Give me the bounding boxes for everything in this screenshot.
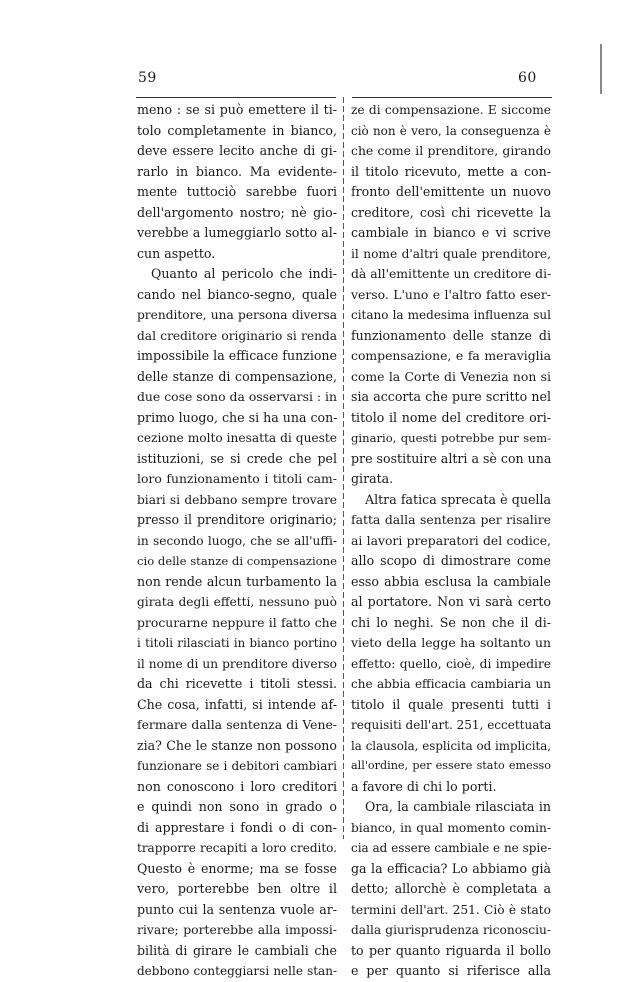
text-line: cun aspetto. <box>137 245 216 261</box>
text-line: vero, porterebbe ben oltre il <box>137 881 337 896</box>
text-line: pre sostituire altri a sè con una <box>351 450 551 466</box>
text-line: vieto della legge ha soltanto un <box>351 635 551 650</box>
page-number-left: 59 <box>138 70 157 86</box>
text-line: cambiale in bianco e vi scrive <box>351 225 551 240</box>
text-line: i titoli rilasciati in bianco portino <box>137 636 337 650</box>
text-line: titolo il nome del creditore ori- <box>351 409 551 425</box>
text-line: cezione molto inesatta di queste <box>137 431 337 445</box>
text-line: rarlo in bianco. Ma evidente- <box>137 163 337 179</box>
right-text-column <box>351 100 551 982</box>
text-line: non rende alcun turbamento la <box>137 573 337 589</box>
text-line: funzionamento delle stanze di <box>351 327 551 343</box>
text-line: debbono conteggiarsi nelle stan- <box>137 964 337 978</box>
text-line: di apprestare i fondi o di con- <box>137 819 337 835</box>
text-line: impossibile la efficace funzione <box>137 348 337 363</box>
text-line: chi lo neghi. Se non che il di- <box>351 614 551 630</box>
text-line: citano la medesima influenza sul <box>351 308 551 322</box>
text-line: due cose sono da osservarsi : in <box>137 389 337 404</box>
text-line: ze di compensazione. E siccome <box>351 103 551 117</box>
text-line: che abbia efficacia cambiaria un <box>351 677 551 691</box>
text-line: non conoscono i loro creditori <box>137 778 337 794</box>
text-line: requisiti dell'art. 251, eccettuata <box>351 718 551 732</box>
text-line: che come il prenditore, girando <box>351 143 551 158</box>
text-line: sia accorta che pure scritto nel <box>351 389 551 404</box>
text-line: in secondo luogo, che se all'uffi- <box>137 533 337 548</box>
header-rule-left <box>136 97 336 98</box>
text-line: presso il prenditore originario; <box>137 512 337 527</box>
text-line: ga la efficacia? Lo abbiamo già <box>351 860 551 876</box>
text-line: bianco, in qual momento comin- <box>351 820 551 835</box>
text-line: ai lavori preparatori del codice, <box>351 532 551 548</box>
text-line: girata degli effetti, nessuno può <box>137 595 337 609</box>
text-line: fermare dalla sentenza di Vene- <box>137 717 337 732</box>
text-line: dal creditore originario si renda <box>137 328 337 343</box>
text-line: dà all'emittente un creditore di- <box>351 266 551 281</box>
text-line: la clausola, esplicita od implicita, <box>351 738 551 753</box>
column-divider <box>343 97 344 839</box>
text-line: procurarne neppure il fatto che <box>137 614 337 630</box>
text-line: il titolo ricevuto, mette a con- <box>351 163 551 179</box>
text-line: creditore, così chi ricevette la <box>351 204 551 220</box>
text-line: Che cosa, infatti, si intende af- <box>137 696 337 712</box>
text-line: ginario, questi potrebbe pur sem- <box>351 431 551 445</box>
text-line: to per quanto riguarda il bollo <box>351 942 551 958</box>
text-line: rivare; porterebbe alla impossi- <box>137 922 337 937</box>
text-line: tolo completamente in bianco, <box>137 122 337 138</box>
text-line: compensazione, e fa meraviglia <box>351 348 551 363</box>
text-line: e quindi non sono in grado o <box>137 799 337 814</box>
text-line: effetto: quello, cioè, di impedire <box>351 656 551 671</box>
page-number-right: 60 <box>518 70 537 86</box>
scan-edge-mark <box>600 44 602 94</box>
text-line: trapporre recapiti a loro credito. <box>137 841 337 855</box>
text-line: Questo è enorme; ma se fosse <box>137 860 337 876</box>
text-line: e per quanto si riferisce alla <box>351 963 551 978</box>
text-line: dell'argomento nostro; nè gio- <box>137 204 337 220</box>
text-line: a favore di chi lo porti. <box>351 778 497 794</box>
text-line: come la Corte di Venezia non si <box>351 368 551 384</box>
text-line: detto; allorchè è completata a <box>351 881 551 896</box>
text-line: cio delle stanze di compensazione <box>137 554 337 568</box>
text-line: all'ordine, per essere stato emesso <box>351 759 551 772</box>
text-line: verebbe a lumeggiarlo sotto al- <box>137 225 337 240</box>
text-line: funzionare se i debitori cambiari <box>137 759 337 773</box>
text-line: Ora, la cambiale rilasciata in <box>365 799 551 814</box>
text-line: verso. L'uno e l'altro fatto eser- <box>351 286 551 302</box>
text-line: Quanto al pericolo che indi- <box>151 266 337 281</box>
text-line: il nome d'altri quale prenditore, <box>351 246 551 261</box>
text-line: ciò non è vero, la conseguenza è <box>351 123 551 138</box>
text-line: da chi ricevette i titoli stessi. <box>137 676 337 691</box>
text-line: allo scopo di dimostrare come <box>351 553 551 568</box>
text-line: dalla giurisprudenza riconosciu- <box>351 923 551 937</box>
text-line: zia? Che le stanze non possono <box>137 737 337 753</box>
text-line: fronto dell'emittente un nuovo <box>351 184 551 199</box>
text-line: delle stanze di compensazione, <box>137 368 337 384</box>
text-line: titolo il quale presenti tutti i <box>351 696 551 712</box>
text-line: loro funzionamento i titoli cam- <box>137 471 337 486</box>
text-line: cando nel bianco-segno, quale <box>137 286 337 302</box>
text-line: deve essere lecito anche di gi- <box>137 143 337 158</box>
text-line: termini dell'art. 251. Ciò è stato <box>351 902 551 917</box>
text-line: bilità di girare le cambiali che <box>137 942 337 958</box>
text-line: cia ad essere cambiale e ne spie- <box>351 841 551 855</box>
text-line: Altra fatica sprecata è quella <box>365 491 551 507</box>
left-text-column <box>137 100 337 982</box>
text-line: fatta dalla sentenza per risalire <box>351 512 551 527</box>
text-line: mente tuttociò sarebbe fuori <box>137 184 337 199</box>
text-line: primo luogo, che si ha una con- <box>137 409 337 425</box>
text-line: il nome di un prenditore diverso <box>137 656 337 671</box>
text-line: punto cui la sentenza vuole ar- <box>137 901 337 917</box>
header-rule-right <box>352 97 552 98</box>
text-line: al portatore. Non vi sarà certo <box>351 594 551 609</box>
text-line: esso abbia esclusa la cambiale <box>351 573 551 589</box>
text-line: istituzioni, se si crede che pel <box>137 450 337 466</box>
text-line: prenditore, una persona diversa <box>137 308 337 322</box>
text-line: girata. <box>351 471 394 486</box>
text-line: meno : se si può emettere il ti- <box>137 102 337 117</box>
text-line: biari si debbano sempre trovare <box>137 492 337 507</box>
